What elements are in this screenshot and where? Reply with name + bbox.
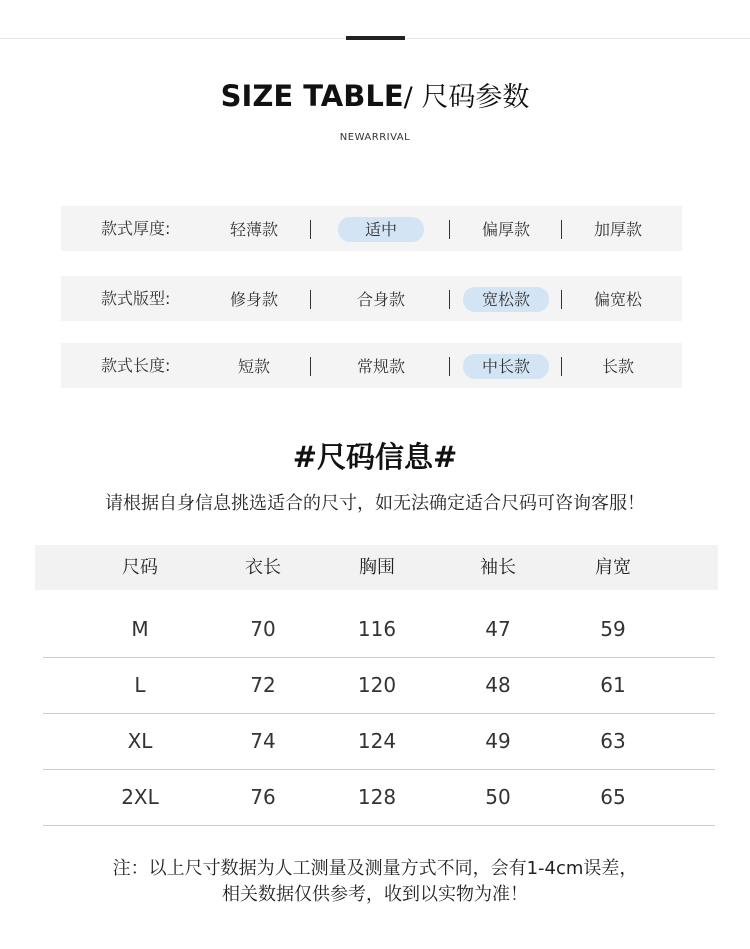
attr-separator	[449, 357, 450, 376]
table-cell: 124	[357, 729, 397, 753]
attr-separator	[310, 220, 311, 239]
attr-label: 款式厚度:	[101, 219, 171, 238]
attr-option: 合身款	[356, 290, 405, 309]
table-cell: 48	[485, 673, 511, 697]
attr-separator	[561, 357, 562, 376]
attr-separator	[449, 290, 450, 309]
column-header: 尺码	[122, 557, 158, 578]
table-cell: 63	[600, 729, 626, 753]
title-english: SIZE TABLE	[220, 79, 404, 113]
size-info-subtitle: 请根据自身信息挑选适合的尺寸，如无法确定适合尺码可咨询客服！	[105, 493, 645, 514]
table-cell: 49	[485, 729, 511, 753]
title-chinese: / 尺码参数	[403, 82, 530, 113]
attr-option: 偏宽松	[593, 290, 642, 309]
attr-separator	[310, 290, 311, 309]
table-cell: 47	[485, 617, 511, 641]
attr-option: 常规款	[356, 357, 405, 376]
table-cell: 76	[250, 785, 276, 809]
attr-option: 轻薄款	[229, 220, 278, 239]
table-row	[43, 713, 715, 770]
table-cell: 50	[485, 785, 511, 809]
attr-option: 长款	[601, 357, 634, 376]
subtitle: NEWARRIVAL	[339, 132, 411, 143]
table-cell: 2XL	[121, 785, 159, 809]
attr-label: 款式版型:	[101, 289, 171, 308]
attr-row-fit	[61, 276, 682, 321]
column-header: 袖长	[480, 557, 516, 578]
attr-option: 修身款	[229, 290, 278, 309]
table-cell: 128	[357, 785, 397, 809]
column-header: 衣长	[245, 557, 281, 578]
top-accent-bar	[346, 36, 405, 40]
attr-option-selected: 宽松款	[463, 287, 549, 312]
attr-separator	[310, 357, 311, 376]
attr-separator	[449, 220, 450, 239]
attr-option: 偏厚款	[481, 220, 530, 239]
table-cell: 70	[250, 617, 276, 641]
attr-label: 款式长度:	[101, 356, 171, 375]
table-cell: 59	[600, 617, 626, 641]
attr-option: 短款	[237, 357, 270, 376]
table-cell: 74	[250, 729, 276, 753]
table-row	[43, 657, 715, 714]
attr-option: 加厚款	[593, 220, 642, 239]
table-cell: 61	[600, 673, 626, 697]
attr-option-selected: 中长款	[463, 354, 549, 379]
size-table-header	[35, 545, 718, 590]
attr-row-thickness	[61, 206, 682, 251]
table-cell: 72	[250, 673, 276, 697]
column-header: 胸围	[359, 557, 395, 578]
table-cell: M	[131, 617, 149, 641]
attr-separator	[561, 220, 562, 239]
attr-option-selected: 适中	[338, 217, 424, 242]
attr-row-length	[61, 343, 682, 388]
table-cell: L	[134, 673, 146, 697]
column-header: 肩宽	[595, 557, 631, 578]
table-cell: 116	[357, 617, 397, 641]
page-title	[0, 76, 750, 118]
note-line-2: 相关数据仅供参考，收到以实物为准！	[222, 884, 528, 905]
note-line-1: 注：以上尺寸数据为人工测量及测量方式不同，会有1-4cm误差，	[112, 858, 638, 879]
table-cell: 120	[357, 673, 397, 697]
table-row	[43, 601, 715, 658]
table-cell: XL	[127, 729, 153, 753]
table-row	[43, 769, 715, 826]
attr-separator	[561, 290, 562, 309]
size-info-title: #尺码信息#	[292, 440, 458, 474]
table-cell: 65	[600, 785, 626, 809]
